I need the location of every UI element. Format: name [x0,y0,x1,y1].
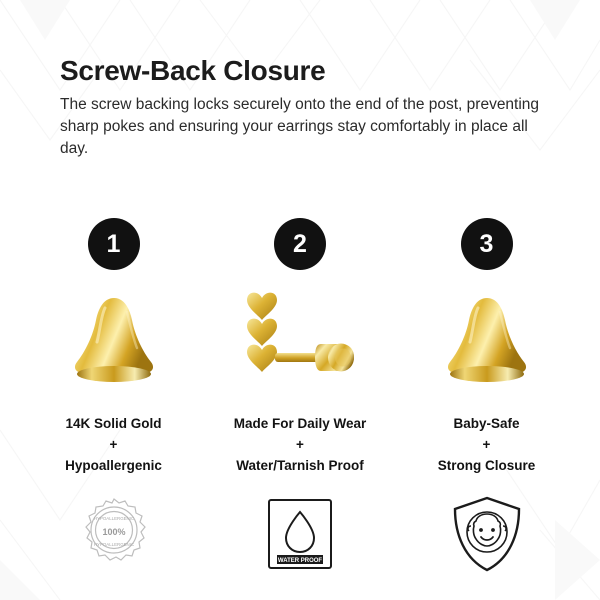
feature-caption-3-line1: Baby-Safe [453,416,520,431]
feature-caption-3-line2: Strong Closure [437,457,536,473]
feature-icon-slot-3 [451,495,523,573]
feature-column-3 [395,218,578,573]
seal-top-text: HYPOALLERGENIC [93,515,134,521]
feature-caption-1-line2: Hypoallergenic [65,457,162,473]
gold-screw-back-bell-nut-icon [422,286,552,406]
gold-screw-back-bell-nut-icon [49,286,179,406]
water-proof-icon [265,497,335,571]
feature-caption-3-plus: + [482,436,491,452]
header [60,55,550,160]
feature-icon-slot-2 [265,495,335,573]
feature-caption-1-line1: 14K Solid Gold [65,416,162,431]
seal-center-text: 100% [101,526,126,537]
step-badge-1: 1 [88,218,140,270]
product-image-1 [22,276,205,416]
feature-column-2 [209,218,392,573]
feature-caption-3 [438,414,536,477]
feature-caption-2-plus: + [296,436,304,452]
feature-caption-1-plus: + [109,436,118,452]
seal-bottom-text: HYPOALLERGENIC [93,541,134,547]
step-badge-3: 3 [461,218,513,270]
feature-caption-2-line1: Made For Daily Wear [233,416,367,431]
baby-safe-shield-icon [451,495,523,573]
feature-caption-1 [65,414,162,477]
feature-caption-2 [234,414,367,477]
step-badge-2: 2 [274,218,326,270]
gold-triple-heart-stud-earring-icon [225,276,375,416]
water-proof-label: WATER PROOF [277,557,323,564]
product-image-3 [395,276,578,416]
page-subtitle: The screw backing locks securely onto the end of the post, preventing sharp pokes and ensuring your earrings stay comfortably in place all day. [60,96,540,158]
page-title: Screw-Back Closure [60,55,326,86]
hypoallergenic-seal-icon [76,496,152,572]
feature-icon-slot-1 [76,495,152,573]
feature-caption-2-line2: Water/Tarnish Proof [236,457,364,473]
product-image-2 [209,276,392,416]
feature-columns [22,218,578,573]
feature-column-1 [22,218,205,573]
